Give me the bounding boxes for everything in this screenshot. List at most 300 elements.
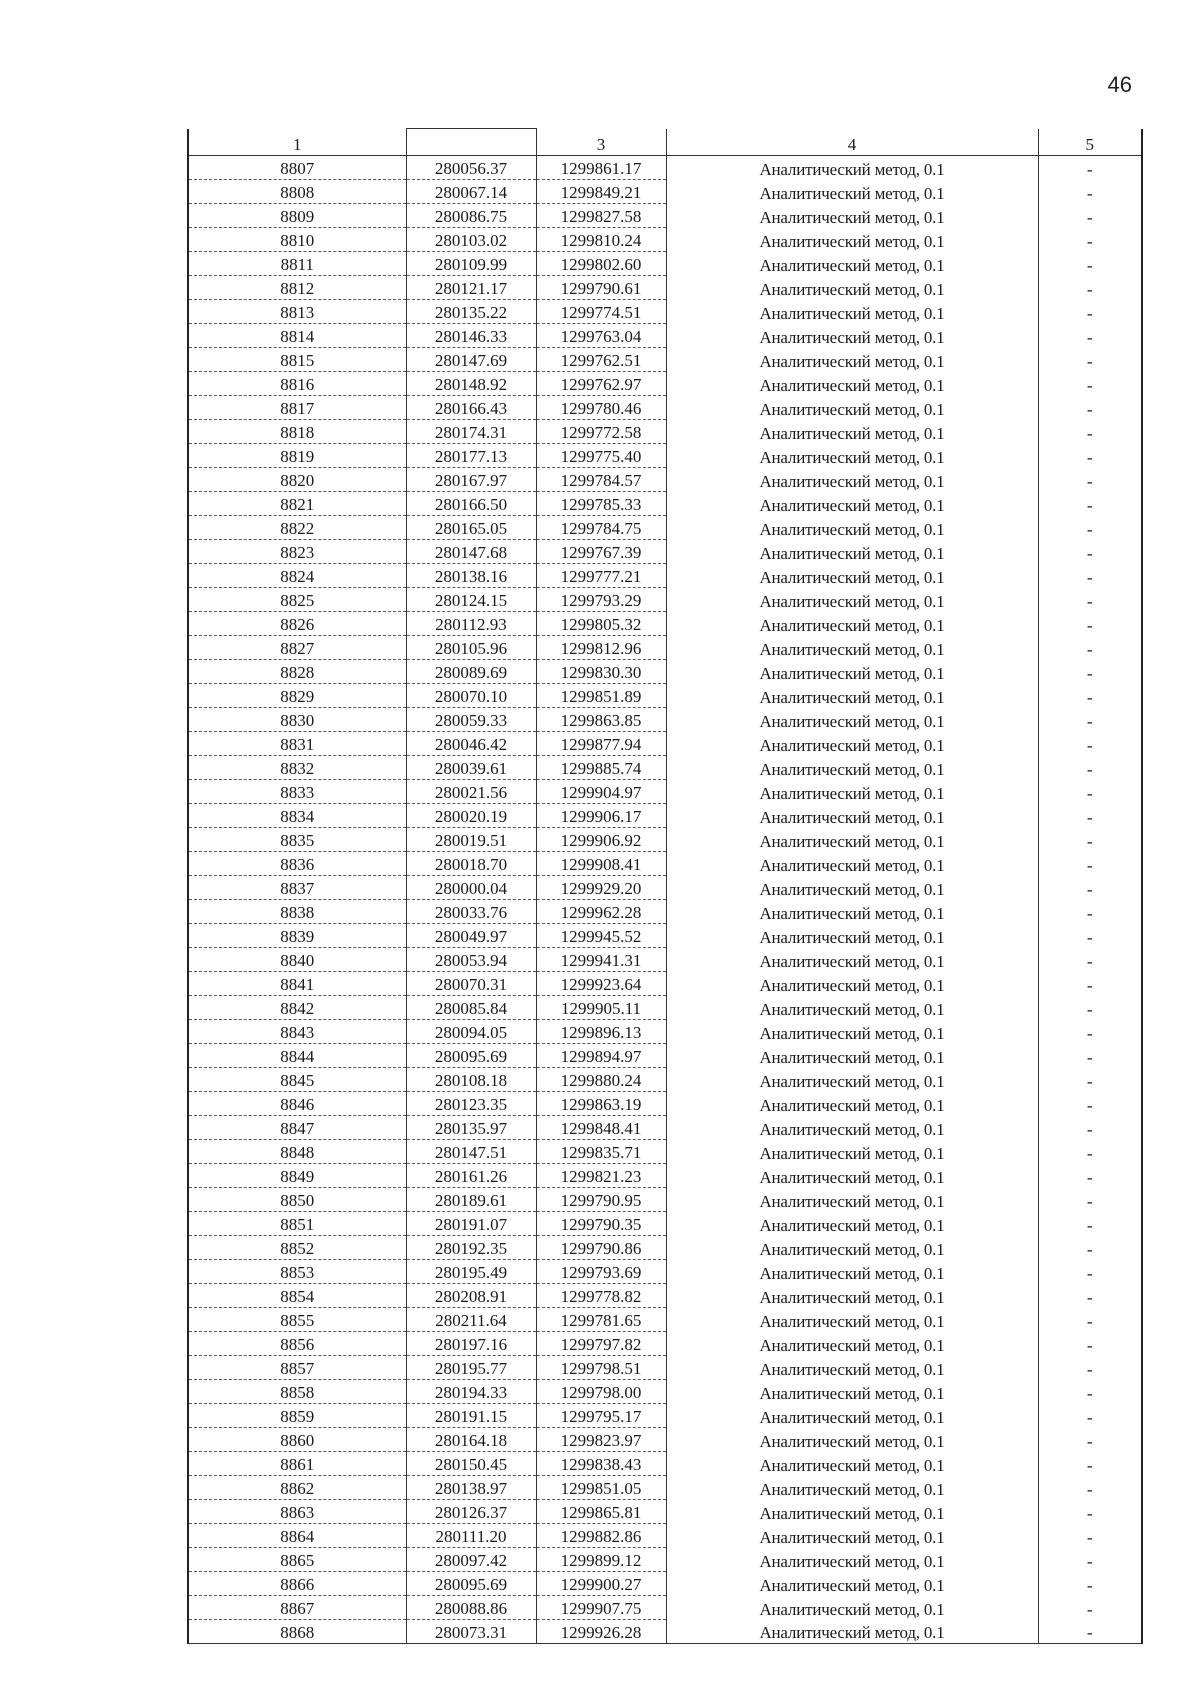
- y-coordinate-cell: 1299772.58: [536, 420, 666, 444]
- y-coordinate-cell: 1299762.51: [536, 348, 666, 372]
- note-cell: -: [1038, 612, 1142, 636]
- point-number-cell: 8812: [188, 276, 406, 300]
- method-cell: Аналитический метод, 0.1: [666, 372, 1038, 396]
- y-coordinate-cell: 1299908.41: [536, 852, 666, 876]
- table-row: [188, 852, 1142, 876]
- x-coordinate-cell: 280073.31: [406, 1620, 536, 1644]
- table-row: [188, 612, 1142, 636]
- table-row: [188, 492, 1142, 516]
- x-coordinate-cell: 280135.97: [406, 1116, 536, 1140]
- table-row: [188, 1500, 1142, 1524]
- note-cell: -: [1038, 1020, 1142, 1044]
- y-coordinate-cell: 1299790.35: [536, 1212, 666, 1236]
- y-coordinate-cell: 1299763.04: [536, 324, 666, 348]
- point-number-cell: 8866: [188, 1572, 406, 1596]
- x-coordinate-cell: 280095.69: [406, 1572, 536, 1596]
- table-row: [188, 1596, 1142, 1620]
- point-number-cell: 8836: [188, 852, 406, 876]
- y-coordinate-cell: 1299798.51: [536, 1356, 666, 1380]
- note-cell: -: [1038, 876, 1142, 900]
- page-number: 46: [1107, 72, 1132, 97]
- table-row: [188, 876, 1142, 900]
- y-coordinate-cell: 1299865.81: [536, 1500, 666, 1524]
- y-coordinate-cell: 1299774.51: [536, 300, 666, 324]
- x-coordinate-cell: 280189.61: [406, 1188, 536, 1212]
- point-number-cell: 8830: [188, 708, 406, 732]
- method-cell: Аналитический метод, 0.1: [666, 1020, 1038, 1044]
- table-row: [188, 516, 1142, 540]
- note-cell: -: [1038, 372, 1142, 396]
- x-coordinate-cell: 280086.75: [406, 204, 536, 228]
- coordinates-table: [187, 128, 1143, 1644]
- point-number-cell: 8848: [188, 1140, 406, 1164]
- note-cell: -: [1038, 1476, 1142, 1500]
- y-coordinate-cell: 1299812.96: [536, 636, 666, 660]
- x-coordinate-cell: 280135.22: [406, 300, 536, 324]
- method-cell: Аналитический метод, 0.1: [666, 324, 1038, 348]
- note-cell: -: [1038, 396, 1142, 420]
- y-coordinate-cell: 1299905.11: [536, 996, 666, 1020]
- y-coordinate-cell: 1299851.89: [536, 684, 666, 708]
- table-row: [188, 588, 1142, 612]
- note-cell: -: [1038, 660, 1142, 684]
- y-coordinate-cell: 1299793.69: [536, 1260, 666, 1284]
- point-number-cell: 8858: [188, 1380, 406, 1404]
- note-cell: -: [1038, 588, 1142, 612]
- y-coordinate-cell: 1299929.20: [536, 876, 666, 900]
- y-coordinate-cell: 1299882.86: [536, 1524, 666, 1548]
- table-body: [188, 156, 1142, 1644]
- note-cell: -: [1038, 156, 1142, 180]
- method-cell: Аналитический метод, 0.1: [666, 756, 1038, 780]
- table-row: [188, 660, 1142, 684]
- table-row: [188, 828, 1142, 852]
- table-row: [188, 1068, 1142, 1092]
- x-coordinate-cell: 280020.19: [406, 804, 536, 828]
- method-cell: Аналитический метод, 0.1: [666, 924, 1038, 948]
- note-cell: -: [1038, 1500, 1142, 1524]
- method-cell: Аналитический метод, 0.1: [666, 1116, 1038, 1140]
- x-coordinate-cell: 280194.33: [406, 1380, 536, 1404]
- x-coordinate-cell: 280121.17: [406, 276, 536, 300]
- column-header-3: 3: [536, 129, 666, 156]
- y-coordinate-cell: 1299899.12: [536, 1548, 666, 1572]
- y-coordinate-cell: 1299797.82: [536, 1332, 666, 1356]
- x-coordinate-cell: 280138.16: [406, 564, 536, 588]
- note-cell: -: [1038, 1092, 1142, 1116]
- table-row: [188, 180, 1142, 204]
- table-row: [188, 732, 1142, 756]
- x-coordinate-cell: 280174.31: [406, 420, 536, 444]
- y-coordinate-cell: 1299877.94: [536, 732, 666, 756]
- point-number-cell: 8847: [188, 1116, 406, 1140]
- point-number-cell: 8828: [188, 660, 406, 684]
- note-cell: -: [1038, 900, 1142, 924]
- x-coordinate-cell: 280056.37: [406, 156, 536, 180]
- point-number-cell: 8813: [188, 300, 406, 324]
- note-cell: -: [1038, 1308, 1142, 1332]
- point-number-cell: 8822: [188, 516, 406, 540]
- y-coordinate-cell: 1299838.43: [536, 1452, 666, 1476]
- point-number-cell: 8868: [188, 1620, 406, 1644]
- y-coordinate-cell: 1299885.74: [536, 756, 666, 780]
- method-cell: Аналитический метод, 0.1: [666, 612, 1038, 636]
- y-coordinate-cell: 1299767.39: [536, 540, 666, 564]
- point-number-cell: 8845: [188, 1068, 406, 1092]
- method-cell: Аналитический метод, 0.1: [666, 1140, 1038, 1164]
- table-row: [188, 996, 1142, 1020]
- note-cell: -: [1038, 1044, 1142, 1068]
- x-coordinate-cell: 280019.51: [406, 828, 536, 852]
- table-row: [188, 1308, 1142, 1332]
- y-coordinate-cell: 1299790.86: [536, 1236, 666, 1260]
- y-coordinate-cell: 1299863.19: [536, 1092, 666, 1116]
- method-cell: Аналитический метод, 0.1: [666, 852, 1038, 876]
- note-cell: -: [1038, 1188, 1142, 1212]
- table-row: [188, 1164, 1142, 1188]
- note-cell: -: [1038, 1116, 1142, 1140]
- method-cell: Аналитический метод, 0.1: [666, 660, 1038, 684]
- point-number-cell: 8857: [188, 1356, 406, 1380]
- table-row: [188, 1548, 1142, 1572]
- y-coordinate-cell: 1299810.24: [536, 228, 666, 252]
- note-cell: -: [1038, 1260, 1142, 1284]
- table-row: [188, 1404, 1142, 1428]
- point-number-cell: 8864: [188, 1524, 406, 1548]
- method-cell: Аналитический метод, 0.1: [666, 1308, 1038, 1332]
- table-row: [188, 804, 1142, 828]
- y-coordinate-cell: 1299880.24: [536, 1068, 666, 1092]
- x-coordinate-cell: 280147.51: [406, 1140, 536, 1164]
- method-cell: Аналитический метод, 0.1: [666, 996, 1038, 1020]
- point-number-cell: 8831: [188, 732, 406, 756]
- method-cell: Аналитический метод, 0.1: [666, 1284, 1038, 1308]
- x-coordinate-cell: 280126.37: [406, 1500, 536, 1524]
- note-cell: -: [1038, 204, 1142, 228]
- method-cell: Аналитический метод, 0.1: [666, 468, 1038, 492]
- x-coordinate-cell: 280146.33: [406, 324, 536, 348]
- point-number-cell: 8863: [188, 1500, 406, 1524]
- table-row: [188, 684, 1142, 708]
- note-cell: -: [1038, 1140, 1142, 1164]
- table-row: [188, 348, 1142, 372]
- note-cell: -: [1038, 1572, 1142, 1596]
- x-coordinate-cell: 280070.10: [406, 684, 536, 708]
- y-coordinate-cell: 1299896.13: [536, 1020, 666, 1044]
- note-cell: -: [1038, 1596, 1142, 1620]
- method-cell: Аналитический метод, 0.1: [666, 1476, 1038, 1500]
- method-cell: Аналитический метод, 0.1: [666, 708, 1038, 732]
- note-cell: -: [1038, 1524, 1142, 1548]
- method-cell: Аналитический метод, 0.1: [666, 276, 1038, 300]
- method-cell: Аналитический метод, 0.1: [666, 252, 1038, 276]
- x-coordinate-cell: 280021.56: [406, 780, 536, 804]
- x-coordinate-cell: 280195.77: [406, 1356, 536, 1380]
- note-cell: -: [1038, 540, 1142, 564]
- point-number-cell: 8820: [188, 468, 406, 492]
- note-cell: -: [1038, 252, 1142, 276]
- method-cell: Аналитический метод, 0.1: [666, 1212, 1038, 1236]
- table-row: [188, 1284, 1142, 1308]
- point-number-cell: 8859: [188, 1404, 406, 1428]
- table-row: [188, 948, 1142, 972]
- note-cell: -: [1038, 348, 1142, 372]
- method-cell: Аналитический метод, 0.1: [666, 1524, 1038, 1548]
- note-cell: -: [1038, 420, 1142, 444]
- y-coordinate-cell: 1299827.58: [536, 204, 666, 228]
- point-number-cell: 8850: [188, 1188, 406, 1212]
- method-cell: Аналитический метод, 0.1: [666, 636, 1038, 660]
- method-cell: Аналитический метод, 0.1: [666, 564, 1038, 588]
- method-cell: Аналитический метод, 0.1: [666, 1452, 1038, 1476]
- table-row: [188, 1236, 1142, 1260]
- x-coordinate-cell: 280211.64: [406, 1308, 536, 1332]
- method-cell: Аналитический метод, 0.1: [666, 804, 1038, 828]
- method-cell: Аналитический метод, 0.1: [666, 1500, 1038, 1524]
- method-cell: Аналитический метод, 0.1: [666, 780, 1038, 804]
- table-row: [188, 276, 1142, 300]
- point-number-cell: 8810: [188, 228, 406, 252]
- point-number-cell: 8835: [188, 828, 406, 852]
- point-number-cell: 8837: [188, 876, 406, 900]
- note-cell: -: [1038, 1452, 1142, 1476]
- note-cell: -: [1038, 300, 1142, 324]
- y-coordinate-cell: 1299798.00: [536, 1380, 666, 1404]
- x-coordinate-cell: 280177.13: [406, 444, 536, 468]
- method-cell: Аналитический метод, 0.1: [666, 540, 1038, 564]
- table-row: [188, 228, 1142, 252]
- table-row: [188, 972, 1142, 996]
- method-cell: Аналитический метод, 0.1: [666, 1380, 1038, 1404]
- method-cell: Аналитический метод, 0.1: [666, 1188, 1038, 1212]
- x-coordinate-cell: 280095.69: [406, 1044, 536, 1068]
- table-row: [188, 156, 1142, 180]
- point-number-cell: 8841: [188, 972, 406, 996]
- x-coordinate-cell: 280165.05: [406, 516, 536, 540]
- table-row: [188, 1044, 1142, 1068]
- y-coordinate-cell: 1299778.82: [536, 1284, 666, 1308]
- point-number-cell: 8821: [188, 492, 406, 516]
- table-row: [188, 324, 1142, 348]
- table-row: [188, 1116, 1142, 1140]
- x-coordinate-cell: 280147.68: [406, 540, 536, 564]
- y-coordinate-cell: 1299830.30: [536, 660, 666, 684]
- x-coordinate-cell: 280167.97: [406, 468, 536, 492]
- note-cell: -: [1038, 996, 1142, 1020]
- point-number-cell: 8851: [188, 1212, 406, 1236]
- table-row: [188, 1332, 1142, 1356]
- x-coordinate-cell: 280053.94: [406, 948, 536, 972]
- point-number-cell: 8825: [188, 588, 406, 612]
- note-cell: -: [1038, 948, 1142, 972]
- table-row: [188, 468, 1142, 492]
- note-cell: -: [1038, 708, 1142, 732]
- y-coordinate-cell: 1299894.97: [536, 1044, 666, 1068]
- point-number-cell: 8815: [188, 348, 406, 372]
- note-cell: -: [1038, 276, 1142, 300]
- point-number-cell: 8843: [188, 1020, 406, 1044]
- x-coordinate-cell: 280089.69: [406, 660, 536, 684]
- table-row: [188, 1020, 1142, 1044]
- y-coordinate-cell: 1299926.28: [536, 1620, 666, 1644]
- x-coordinate-cell: 280191.15: [406, 1404, 536, 1428]
- method-cell: Аналитический метод, 0.1: [666, 492, 1038, 516]
- method-cell: Аналитический метод, 0.1: [666, 900, 1038, 924]
- table-row: [188, 756, 1142, 780]
- y-coordinate-cell: 1299780.46: [536, 396, 666, 420]
- x-coordinate-cell: 280109.99: [406, 252, 536, 276]
- point-number-cell: 8853: [188, 1260, 406, 1284]
- x-coordinate-cell: 280103.02: [406, 228, 536, 252]
- method-cell: Аналитический метод, 0.1: [666, 444, 1038, 468]
- table-row: [188, 636, 1142, 660]
- note-cell: -: [1038, 636, 1142, 660]
- point-number-cell: 8856: [188, 1332, 406, 1356]
- x-coordinate-cell: 280164.18: [406, 1428, 536, 1452]
- note-cell: -: [1038, 780, 1142, 804]
- method-cell: Аналитический метод, 0.1: [666, 516, 1038, 540]
- note-cell: -: [1038, 756, 1142, 780]
- x-coordinate-cell: 280039.61: [406, 756, 536, 780]
- y-coordinate-cell: 1299795.17: [536, 1404, 666, 1428]
- table-row: [188, 300, 1142, 324]
- table-row: [188, 372, 1142, 396]
- column-header-5: 5: [1038, 129, 1142, 156]
- table-row: [188, 396, 1142, 420]
- method-cell: Аналитический метод, 0.1: [666, 948, 1038, 972]
- table-row: [188, 780, 1142, 804]
- method-cell: Аналитический метод, 0.1: [666, 1236, 1038, 1260]
- x-coordinate-cell: 280049.97: [406, 924, 536, 948]
- point-number-cell: 8854: [188, 1284, 406, 1308]
- note-cell: -: [1038, 1548, 1142, 1572]
- y-coordinate-cell: 1299793.29: [536, 588, 666, 612]
- x-coordinate-cell: 280088.86: [406, 1596, 536, 1620]
- x-coordinate-cell: 280138.97: [406, 1476, 536, 1500]
- method-cell: Аналитический метод, 0.1: [666, 972, 1038, 996]
- point-number-cell: 8824: [188, 564, 406, 588]
- y-coordinate-cell: 1299823.97: [536, 1428, 666, 1452]
- point-number-cell: 8816: [188, 372, 406, 396]
- table-row: [188, 1212, 1142, 1236]
- table-row: [188, 1140, 1142, 1164]
- table-row: [188, 564, 1142, 588]
- x-coordinate-cell: 280000.04: [406, 876, 536, 900]
- method-cell: Аналитический метод, 0.1: [666, 420, 1038, 444]
- column-header-2: [406, 129, 536, 156]
- y-coordinate-cell: 1299821.23: [536, 1164, 666, 1188]
- x-coordinate-cell: 280195.49: [406, 1260, 536, 1284]
- x-coordinate-cell: 280192.35: [406, 1236, 536, 1260]
- point-number-cell: 8807: [188, 156, 406, 180]
- point-number-cell: 8808: [188, 180, 406, 204]
- point-number-cell: 8855: [188, 1308, 406, 1332]
- note-cell: -: [1038, 1356, 1142, 1380]
- method-cell: Аналитический метод, 0.1: [666, 180, 1038, 204]
- y-coordinate-cell: 1299906.92: [536, 828, 666, 852]
- note-cell: -: [1038, 468, 1142, 492]
- y-coordinate-cell: 1299861.17: [536, 156, 666, 180]
- note-cell: -: [1038, 1380, 1142, 1404]
- point-number-cell: 8827: [188, 636, 406, 660]
- point-number-cell: 8819: [188, 444, 406, 468]
- table-row: [188, 1428, 1142, 1452]
- table-row: [188, 1380, 1142, 1404]
- note-cell: -: [1038, 516, 1142, 540]
- table-row: [188, 420, 1142, 444]
- point-number-cell: 8832: [188, 756, 406, 780]
- method-cell: Аналитический метод, 0.1: [666, 1068, 1038, 1092]
- x-coordinate-cell: 280111.20: [406, 1524, 536, 1548]
- method-cell: Аналитический метод, 0.1: [666, 1164, 1038, 1188]
- x-coordinate-cell: 280085.84: [406, 996, 536, 1020]
- note-cell: -: [1038, 828, 1142, 852]
- table-row: [188, 204, 1142, 228]
- method-cell: Аналитический метод, 0.1: [666, 1332, 1038, 1356]
- x-coordinate-cell: 280094.05: [406, 1020, 536, 1044]
- x-coordinate-cell: 280046.42: [406, 732, 536, 756]
- y-coordinate-cell: 1299762.97: [536, 372, 666, 396]
- note-cell: -: [1038, 1332, 1142, 1356]
- point-number-cell: 8865: [188, 1548, 406, 1572]
- point-number-cell: 8860: [188, 1428, 406, 1452]
- x-coordinate-cell: 280105.96: [406, 636, 536, 660]
- table-row: [188, 708, 1142, 732]
- y-coordinate-cell: 1299790.61: [536, 276, 666, 300]
- note-cell: -: [1038, 180, 1142, 204]
- point-number-cell: 8862: [188, 1476, 406, 1500]
- x-coordinate-cell: 280166.50: [406, 492, 536, 516]
- y-coordinate-cell: 1299781.65: [536, 1308, 666, 1332]
- point-number-cell: 8809: [188, 204, 406, 228]
- point-number-cell: 8842: [188, 996, 406, 1020]
- y-coordinate-cell: 1299962.28: [536, 900, 666, 924]
- note-cell: -: [1038, 1404, 1142, 1428]
- x-coordinate-cell: 280067.14: [406, 180, 536, 204]
- note-cell: -: [1038, 804, 1142, 828]
- y-coordinate-cell: 1299848.41: [536, 1116, 666, 1140]
- x-coordinate-cell: 280124.15: [406, 588, 536, 612]
- column-header-4: 4: [666, 129, 1038, 156]
- method-cell: Аналитический метод, 0.1: [666, 828, 1038, 852]
- y-coordinate-cell: 1299777.21: [536, 564, 666, 588]
- y-coordinate-cell: 1299802.60: [536, 252, 666, 276]
- y-coordinate-cell: 1299790.95: [536, 1188, 666, 1212]
- table-row: [188, 1572, 1142, 1596]
- y-coordinate-cell: 1299775.40: [536, 444, 666, 468]
- x-coordinate-cell: 280059.33: [406, 708, 536, 732]
- point-number-cell: 8867: [188, 1596, 406, 1620]
- y-coordinate-cell: 1299904.97: [536, 780, 666, 804]
- point-number-cell: 8814: [188, 324, 406, 348]
- method-cell: Аналитический метод, 0.1: [666, 1548, 1038, 1572]
- table-row: [188, 900, 1142, 924]
- x-coordinate-cell: 280097.42: [406, 1548, 536, 1572]
- y-coordinate-cell: 1299785.33: [536, 492, 666, 516]
- note-cell: -: [1038, 924, 1142, 948]
- point-number-cell: 8839: [188, 924, 406, 948]
- note-cell: -: [1038, 972, 1142, 996]
- method-cell: Аналитический метод, 0.1: [666, 1572, 1038, 1596]
- method-cell: Аналитический метод, 0.1: [666, 1356, 1038, 1380]
- x-coordinate-cell: 280112.93: [406, 612, 536, 636]
- point-number-cell: 8818: [188, 420, 406, 444]
- x-coordinate-cell: 280161.26: [406, 1164, 536, 1188]
- method-cell: Аналитический метод, 0.1: [666, 876, 1038, 900]
- note-cell: -: [1038, 1284, 1142, 1308]
- table-row: [188, 1188, 1142, 1212]
- y-coordinate-cell: 1299923.64: [536, 972, 666, 996]
